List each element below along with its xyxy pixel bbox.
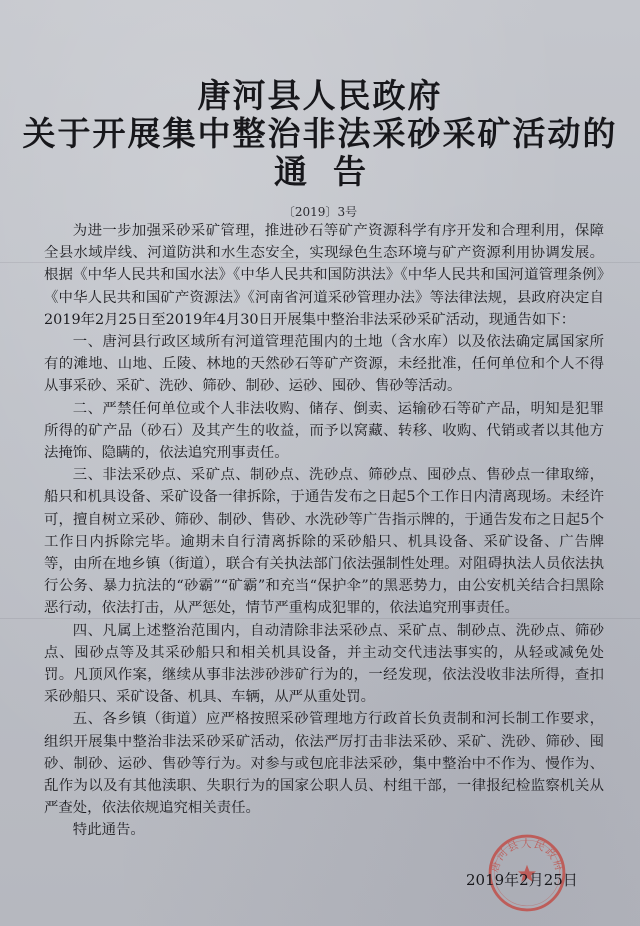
paragraph-item-3: 三、非法采砂点、采矿点、制砂点、洗砂点、筛砂点、囤砂点、售砂点一律取缔，船只和机具设备、采矿设备一律拆除，于通告发布之日起5个工作日内清离现场。未经许可，擅自树立采砂、筛砂、制砂、售砂、水洗砂等广告指示牌的，于通告发布之日起5个工作日内拆除完毕。逾期未自行清离拆除的采砂船只、机具设备、采矿设备、广告牌等，由所在地乡镇（街道），联合有关执法部门依法强制性处理。对阻碍执法人员依法执行公务、暴力抗法的“砂霸”“矿霸”和充当“保护伞”的黑恶势力，由公安机关结合扫黑除恶行动，依法打击，从严惩处，情节严重构成犯罪的，依法追究刑事责任。 (44, 467, 604, 617)
paragraph-item-4: 四、凡属上述整治范围内，自动清除非法采砂点、采矿点、制砂点、洗砂点、筛砂点、囤砂点等及其采砂船只和相关机具设备，并主动交代违法事实的，从轻或减免处罚。凡顶风作案，继续从事非法涉砂涉矿行为的，一经发现，依法没收非法所得，查扣采砂船只、采矿设备、机具、车辆，从严从重处罚。 (44, 622, 604, 706)
svg-text:唐河县人民政府: 唐河县人民政府 (487, 836, 567, 874)
title-subject: 关于开展集中整治非法采砂采矿活动的 (22, 114, 618, 153)
title-notice: 通告 (274, 152, 392, 191)
paragraph-intro: 为进一步加强采砂采矿管理，推进砂石等矿产资源科学有序开发和合理利用，保障全县水域岸线、河道防洪和水生态安全，实现绿色生态环境与矿产资源利用协调发展。根据《中华人民共和国水法》《中华人民共和国防洪法》《中华人民共和国河道管理条例》《中华人民共和国矿产资源法》《河南省河道采砂管理办法》等法律法规，县政府决定自2019年2月25日至2019年4月30日开展集中整治非法采砂采矿活动，现通告如下： (44, 223, 604, 328)
paragraph-item-5: 五、各乡镇（街道）应严格按照采砂管理地方行政首长负责制和河长制工作要求，组织开展集中整治非法采砂采矿活动，依法严厉打击非法采砂、采矿、洗砂、筛砂、囤砂、制砂、运砂、售砂等行为。对参与或包庇非法采砂，集中整治中不作为、慢作为、乱作为以及有其他渎职、失职行为的国家公职人员、村组干部，一律报纪检监察机关从严查处，依法依规追究相关责任。 (44, 711, 604, 817)
notice-body (44, 220, 604, 842)
signature-date: 2019年2月25日 (466, 871, 578, 889)
paragraph-item-2: 二、严禁任何单位或个人非法收购、储存、倒卖、运输砂石等矿产品，明知是犯罪所得的矿产品（砂石）及其产生的收益，而予以窝藏、转移、收购、代销或者以其他方法掩饰、隐瞒的，依法追究刑事责任。 (44, 400, 604, 462)
document-number: 〔2019〕3号 (282, 205, 358, 219)
title-issuer: 唐河县人民政府 (197, 76, 443, 115)
paragraph-item-1: 一、唐河县行政区域所有河道管理范围内的土地（含水库）以及依法确定属国家所有的滩地、山地、丘陵、林地的天然砂石等矿产资源，未经批准，任何单位和个人不得从事采砂、采矿、洗砂、筛砂、制砂、运砂、囤砂、售砂等活动。 (44, 334, 604, 395)
paragraph-closing: 特此通告。 (72, 822, 145, 839)
